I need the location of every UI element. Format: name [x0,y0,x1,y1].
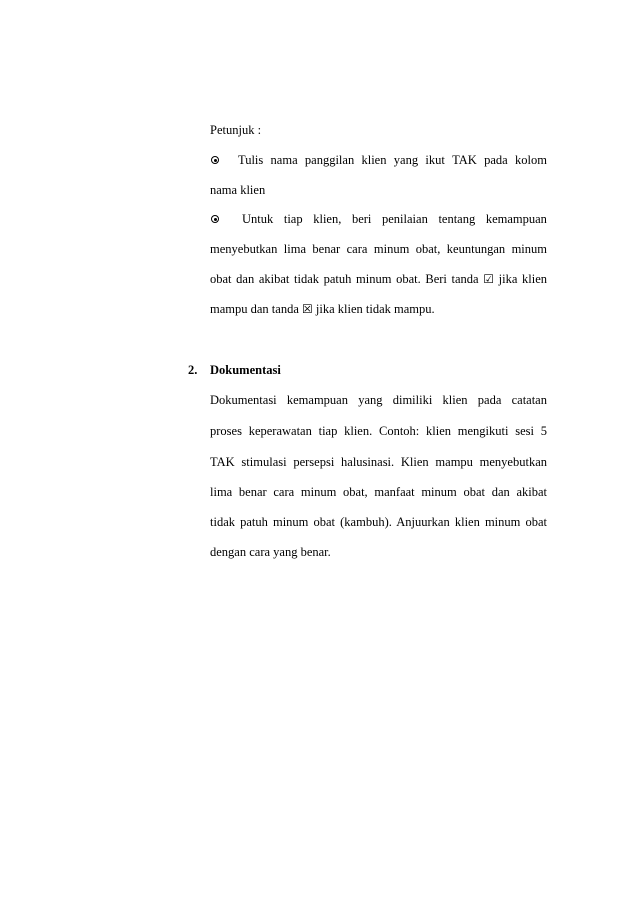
bullet-icon [211,215,219,223]
word: klien, [313,212,342,226]
bullet-2-line-3 [210,273,547,286]
text-segment: jika klien [494,272,548,286]
crossed-box-icon: ☒ [302,302,313,316]
word: TAK [452,153,477,167]
paragraph-line: Dokumentasi kemampuan yang dimiliki klien pada catatan [210,393,547,407]
text-segment: mampu dan tanda [210,302,302,316]
word: pada [484,153,508,167]
bullet-icon [211,156,219,164]
word: Tulis [238,153,264,167]
word: klien [361,153,387,167]
paragraph-line: dengan cara yang benar. [210,545,331,559]
paragraph-line: proses keperawatan tiap klien. Contoh: klien mengikuti sesi 5 [210,424,547,438]
section-heading: Dokumentasi [210,363,281,377]
word: penilaian [382,212,428,226]
bullet-1-line-2: nama klien [210,183,266,197]
word: kemampuan [485,212,547,226]
word: Untuk [242,212,274,226]
word: yang [393,153,419,167]
section-number: 2. [188,363,198,377]
text-segment: obat dan akibat tidak patuh minum obat. Beri tanda [210,272,484,286]
petunjuk-title: Petunjuk : [210,123,262,137]
bullet-2-line-4 [210,303,435,316]
text-segment: jika klien tidak mampu. [312,302,435,316]
word: beri [351,212,372,226]
paragraph-line: tidak patuh minum obat (kambuh). Anjuurkan klien minum obat [210,515,547,529]
word: panggilan [304,153,355,167]
word: nama [270,153,298,167]
checked-box-icon: ☑ [483,272,494,286]
word: ikut [425,153,445,167]
paragraph-line: lima benar cara minum obat, manfaat minum obat dan akibat [210,485,547,499]
word: kolom [514,153,547,167]
word: tiap [283,212,303,226]
paragraph-line: TAK stimulasi persepsi halusinasi. Klien mampu menyebutkan [210,455,547,469]
bullet-2-line-1 [242,213,547,226]
bullet-2-line-2: menyebutkan lima benar cara minum obat, keuntungan minum [210,242,547,256]
bullet-1-line-1 [238,154,547,167]
word: tentang [438,212,476,226]
